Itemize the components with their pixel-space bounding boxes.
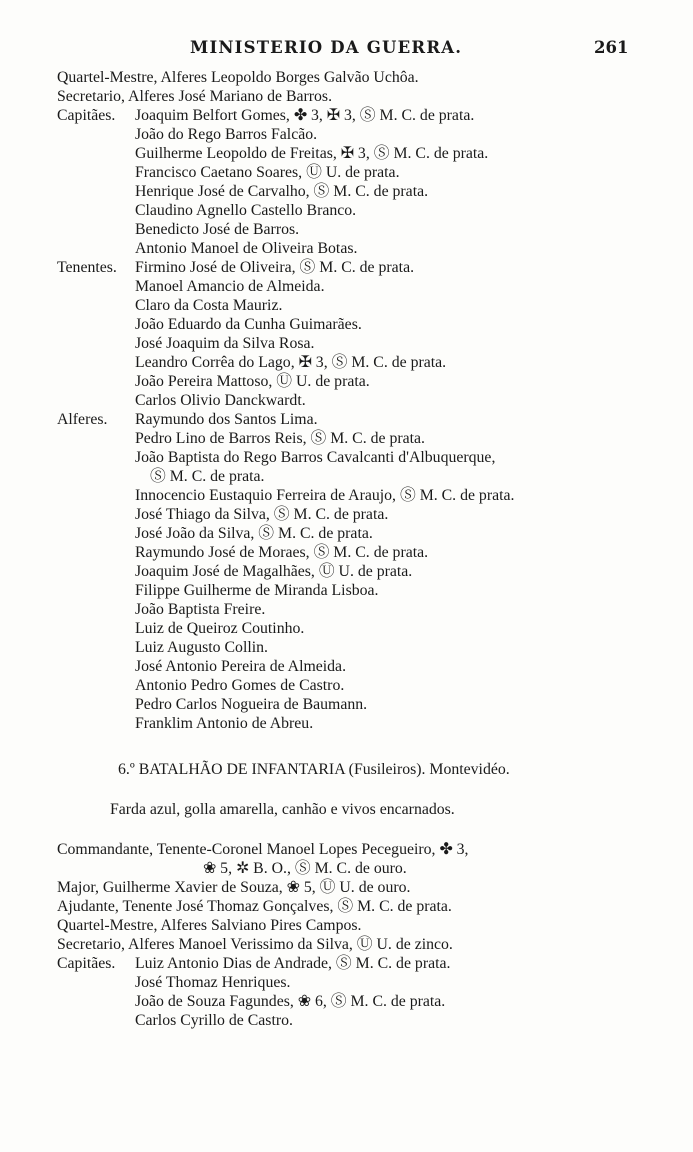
text-line: Claro da Costa Mauriz. [135,297,283,314]
text-line: Carlos Cyrillo de Castro. [135,1012,293,1029]
rank-line: Tenentes. Firmino José de Oliveira, Ⓢ M. C. de prata. [57,259,415,276]
text-line: João de Souza Fagundes, ❀ 6, Ⓢ M. C. de prata. [135,993,446,1010]
text-line: João Baptista Freire. [135,601,266,618]
rank-label: Alferes. [57,411,108,428]
text-line: Manoel Amancio de Almeida. [135,278,325,295]
text-line: Secretario, Alferes Manoel Verissimo da Silva, Ⓤ U. de zinco. [57,936,453,953]
text-line: Francisco Caetano Soares, Ⓤ U. de prata. [135,164,400,181]
text-line: Guilherme Leopoldo de Freitas, ✠ 3, Ⓢ M. C. de prata. [135,145,489,162]
text-line: João Pereira Mattoso, Ⓤ U. de prata. [135,373,370,390]
text-line: João Baptista do Rego Barros Cavalcanti d'Albuquerque, [135,449,496,466]
rank-line: Alferes. Raymundo dos Santos Lima. [57,411,318,428]
text-line: Major, Guilherme Xavier de Souza, ❀ 5, Ⓤ U. de ouro. [57,879,411,896]
rank-label: Tenentes. [57,259,117,276]
text-line: José Thomaz Henriques. [135,974,291,991]
rank-label: Capitães. [57,107,116,124]
text-line: João Eduardo da Cunha Guimarães. [135,316,362,333]
section-subheading: Farda azul, golla amarella, canhão e vivos encarnados. [110,801,455,818]
text-line: Benedicto José de Barros. [135,221,300,238]
text-line: Franklim Antonio de Abreu. [135,715,314,732]
rank-label: Capitães. [57,955,116,972]
text-line: José Thiago da Silva, Ⓢ M. C. de prata. [135,506,389,523]
text-line: José João da Silva, Ⓢ M. C. de prata. [135,525,373,542]
text-line: Claudino Agnello Castello Branco. [135,202,357,219]
text-line: João do Rego Barros Falcão. [135,126,318,143]
text-line: Antonio Pedro Gomes de Castro. [135,677,345,694]
text-line: Luiz de Queiroz Coutinho. [135,620,305,637]
text-line: Raymundo José de Moraes, Ⓢ M. C. de prata. [135,544,429,561]
text-line: Pedro Lino de Barros Reis, Ⓢ M. C. de prata. [135,430,425,447]
text-line: Pedro Carlos Nogueira de Baumann. [135,696,368,713]
text-line: Commandante, Tenente-Coronel Manoel Lopes Pecegueiro, ✤ 3, [57,841,469,858]
text-line: Carlos Olivio Danckwardt. [135,392,306,409]
rank-line: Capitães. Luiz Antonio Dias de Andrade, Ⓢ M. C. de prata. [57,955,451,972]
text-line: Quartel-Mestre, Alferes Leopoldo Borges Galvão Uchôa. [57,69,419,86]
text-line: José Joaquim da Silva Rosa. [135,335,315,352]
text-line: José Antonio Pereira de Almeida. [135,658,347,675]
text-line: Filippe Guilherme de Miranda Lisboa. [135,582,379,599]
text-line: Joaquim José de Magalhães, Ⓤ U. de prata. [135,563,413,580]
text-line: Ajudante, Tenente José Thomaz Gonçalves, Ⓢ M. C. de prata. [57,898,452,915]
text-line: Henrique José de Carvalho, Ⓢ M. C. de prata. [135,183,429,200]
text-line: Secretario, Alferes José Mariano de Barros. [57,88,333,105]
page-title: MINISTERIO DA GUERRA. [190,38,463,57]
page-number: 261 [594,38,629,57]
text-line: Innocencio Eustaquio Ferreira de Araujo, Ⓢ M. C. de prata. [135,487,515,504]
text-line: Leandro Corrêa do Lago, ✠ 3, Ⓢ M. C. de prata. [135,354,447,371]
running-header [0,38,693,60]
section-heading: 6.º BATALHÃO DE INFANTARIA (Fusileiros). Montevidéo. [118,761,510,778]
text-line: Luiz Augusto Collin. [135,639,268,656]
text-line: Ⓢ M. C. de prata. [150,468,265,485]
text-line: ❀ 5, ✲ B. O., Ⓢ M. C. de ouro. [203,860,407,877]
rank-line: Capitães. Joaquim Belfort Gomes, ✤ 3, ✠ 3, Ⓢ M. C. de prata. [57,107,475,124]
text-line: Quartel-Mestre, Alferes Salviano Pires Campos. [57,917,362,934]
text-line: Antonio Manoel de Oliveira Botas. [135,240,358,257]
